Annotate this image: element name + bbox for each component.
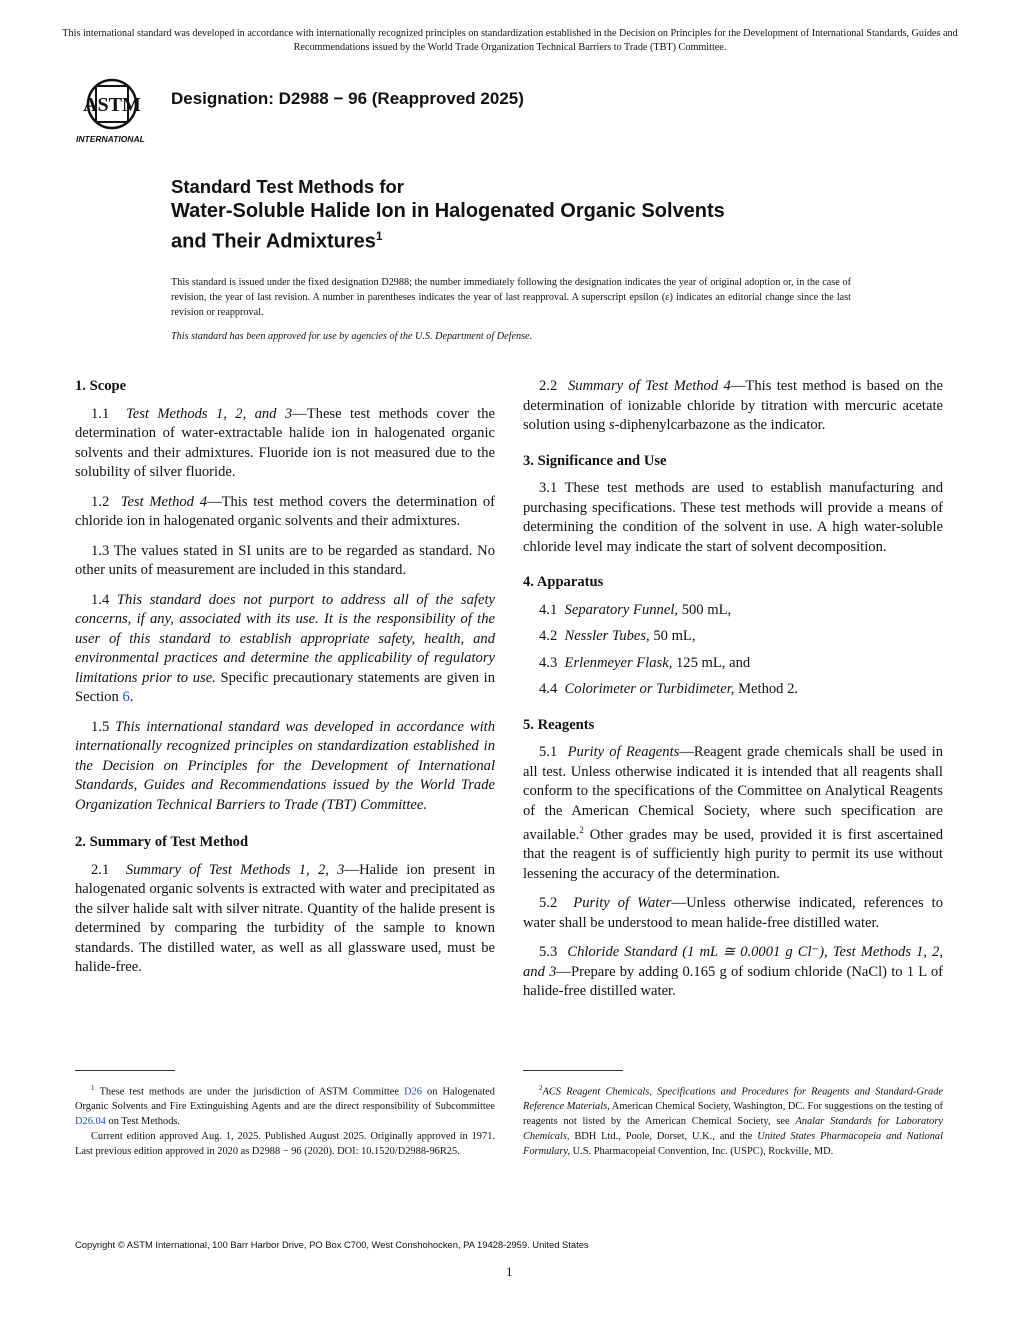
para-5-3 — [523, 943, 943, 1002]
item-name: Colorimeter or Turbidimeter, — [564, 681, 735, 697]
apparatus-item — [523, 627, 943, 647]
title-line-2: Water-Soluble Halide Ion in Halogenated Organic Solvents — [171, 200, 725, 222]
issued-statement: This standard is issued under the fixed designation D2988; the number immediately following the designation indicates the year of original adoption or, in the case of revision, the year of last revision. A number in parentheses indicates the year of last reapproval. A superscript epsilon (ε) indicates an editorial change since the last revision or reapproval. — [171, 277, 851, 319]
title-footnote-mark: 1 — [375, 229, 383, 243]
para-text: -diphenylcarbazone as the indicator. — [614, 417, 826, 433]
footnote-italic: United States Pharmacopeia and National Formulary, — [523, 1131, 943, 1158]
footnote-mark: 2 — [539, 1084, 543, 1092]
para-number: 1.5 — [91, 718, 110, 735]
footnote-text: U.S. Pharmacopeial Convention, Inc. (USPC), Rockville, MD. — [570, 1146, 834, 1158]
para-lead: Purity of Reagents — [567, 744, 680, 760]
header-notice: This international standard was developed in accordance with internationally recognized principles on standardization established in the Decision on Principles for the Development of International Standards, Guides and Recommendations issued by the World Trade Organization Technical Barriers to Trade (TBT) Committee. — [62, 28, 958, 53]
para-text: —These test methods cover the determination of water-extractable halide ion in halogenated organic solvents and their admixtures. Fluoride ion is not measured due to the solubility of silver fluoride. — [75, 405, 495, 480]
para-lead: Summary of Test Method 4 — [568, 378, 731, 394]
copyright: Copyright © ASTM International, 100 Barr Harbor Drive, PO Box C700, West Conshohocken, PA 19428-2959. United States — [75, 1239, 589, 1250]
item-name: Nessler Tubes, — [564, 628, 650, 644]
para-number: 2.1 — [91, 861, 110, 878]
page-number: 1 — [506, 1264, 513, 1279]
para-text: Other grades may be used, provided it is first ascertained that the reagent is of sufficiently high purity to permit its use without lessening the accuracy of the determination. — [523, 826, 943, 882]
para-lead: Test Methods 1, 2, and 3 — [125, 405, 293, 422]
item-number: 4.1 — [539, 601, 558, 618]
para-number: 5.3 — [539, 944, 558, 961]
footnote-2-mark: 2 — [579, 825, 584, 835]
para-number: 5.2 — [539, 895, 558, 912]
para-text: —This test method is based on the determination of ionizable chloride by titration with mercuric acetate solution using — [523, 378, 944, 433]
para-lead: Chloride Standard (1 mL ≅ 0.0001 g Cl⁻), Test Methods 1, 2, and 3 — [523, 944, 944, 980]
footnote-text: on Test Methods. — [108, 1116, 181, 1128]
para-1-4 — [75, 591, 495, 708]
footnote-2 — [523, 1081, 943, 1159]
apparatus-item — [523, 601, 943, 621]
title-line-3: and Their Admixtures — [171, 230, 376, 253]
footnote-text: American Chemical Society, Washington, DC. For suggestions on the testing of reagents not listed by the American Chemical Society, see — [523, 1101, 943, 1128]
section-4-heading: 4. Apparatus — [523, 574, 604, 590]
section-2-heading: 2. Summary of Test Method — [75, 834, 249, 850]
footnote-rule — [523, 1070, 623, 1071]
astm-logo — [74, 74, 160, 146]
right-column — [523, 377, 943, 1012]
para-lead: Test Method 4 — [120, 493, 207, 510]
designation: Designation: D2988 − 96 (Reapproved 2025) — [171, 89, 524, 108]
section-3-heading: 3. Significance and Use — [523, 452, 667, 469]
para-5-1 — [523, 743, 943, 884]
footnote-rule — [75, 1070, 175, 1071]
item-number: 4.4 — [539, 681, 558, 697]
apparatus-item — [523, 680, 943, 700]
title-line-1: Standard Test Methods for — [171, 176, 404, 197]
item-detail: Method 2. — [734, 681, 799, 697]
section-1-heading: 1. Scope — [75, 378, 127, 394]
para-number: 1.2 — [91, 493, 110, 510]
item-detail: 500 mL, — [678, 601, 732, 618]
item-name: Separatory Funnel, — [564, 601, 679, 618]
left-column — [75, 377, 495, 988]
footnote-italic: ACS Reagent Chemicals, Specifications and Procedures for Reagents and Standard-Grade Reference Materials, — [523, 1086, 943, 1113]
para-text: —This test method covers the determination of chloride ion in halogenated organic solvents and their admixtures. — [75, 493, 496, 529]
para-lead: Purity of Water — [573, 895, 672, 912]
para-italic: This standard does not purport to address all of the safety concerns, if any, associated with its use. It is the responsibility of the user of this standard to establish appropriate safety, health, and environmental practices and determine the applicability of regulatory limitations prior to use. — [75, 591, 495, 686]
item-detail: 50 mL, — [649, 628, 696, 644]
para-lead: Summary of Test Methods 1, 2, 3 — [125, 861, 345, 878]
astm-logo-icon — [74, 74, 160, 146]
para-text: —Prepare by adding 0.165 g of sodium chloride (NaCl) to 1 L of halide-free distilled water. — [523, 963, 943, 1000]
footnote-text: These test methods are under the jurisdiction of ASTM Committee — [99, 1086, 399, 1098]
para-number: 1.1 — [91, 405, 110, 422]
logo-letters: ASTM — [83, 94, 141, 116]
para-1-3: 1.3 The values stated in SI units are to be regarded as standard. No other units of measurement are included in this standard. — [75, 542, 495, 578]
para-text: —Reagent grade chemicals shall be used in all test. Unless otherwise indicated it is intended that all reagents shall conform to the specifications of the Committee on Analytical Reagents of the American Chemical Society, where such specification are available. — [523, 744, 944, 843]
footnote-1 — [75, 1081, 495, 1159]
item-number: 4.3 — [539, 654, 558, 671]
para-end: . — [129, 689, 134, 705]
apparatus-item — [523, 654, 943, 674]
para-text: —Halide ion present in halogenated organic solvents is extracted with water and precipitated as the silver halide salt with silver nitrate. Quantity of the halide present is determined by comparing the turbidity of the sample to known standards. The distilled water, as well as all glassware used, must be halide-free. — [75, 861, 495, 975]
para-text: —Unless otherwise indicated, references to water shall be understood to mean halide-free distilled water. — [523, 895, 944, 931]
para-2-1 — [75, 861, 495, 978]
para-number: 1.4 — [91, 591, 110, 608]
para-5-2 — [523, 894, 943, 933]
para-1-5 — [75, 718, 495, 816]
footnote-text: on Halogenated Organic Solvents and Fire Extinguishing Agents and are the direct responsibility of Subcommittee — [75, 1086, 495, 1113]
footnote-italic: Analar Standards for Laboratory Chemicals, — [523, 1116, 943, 1143]
para-number: 2.2 — [539, 378, 558, 394]
para-3-1: 3.1 These test methods are used to establish manufacturing and purchasing specifications. These test methods will provide a means of determining the condition of the solvent in use. A high water-soluble chloride level may indicate the start of solvent decomposition. — [523, 480, 943, 555]
item-detail: 125 mL, and — [672, 654, 751, 671]
para-1-1 — [75, 405, 495, 483]
footnote-mark: 1 — [91, 1084, 95, 1092]
para-2-2 — [523, 377, 943, 436]
para-1-2 — [75, 493, 495, 532]
section-6-link[interactable]: 6 — [122, 689, 130, 705]
footnote-text: BDH Ltd., Poole, Dorset, U.K., and the — [569, 1131, 753, 1143]
chem-prefix: s — [608, 417, 615, 433]
footnote-edition: Current edition approved Aug. 1, 2025. Published August 2025. Originally approved in 1971. Last previous edition approved in 2020 as D2988 − 96 (2020). DOI: 10.1520/D2988-96R25. — [75, 1131, 495, 1158]
item-name: Erlenmeyer Flask, — [564, 654, 673, 671]
document-title — [171, 174, 931, 255]
para-number: 5.1 — [539, 744, 558, 760]
subcommittee-link[interactable]: D26.04 — [75, 1116, 106, 1128]
dod-approval: This standard has been approved for use by agencies of the U.S. Department of Defense. — [171, 331, 533, 342]
section-5-heading: 5. Reagents — [523, 716, 595, 733]
item-number: 4.2 — [539, 628, 558, 644]
para-italic: This international standard was developed in accordance with internationally recognized principles on standardization established in the Decision on Principles for the Development of International Standards, Guides and Recommendations issued by the World Trade Organization Technical Barriers to Trade (TBT) Committee. — [75, 718, 496, 813]
logo-sub: INTERNATIONAL — [76, 134, 145, 144]
committee-d26-link[interactable]: D26 — [404, 1086, 422, 1098]
para-text: Specific precautionary statements are given in Section — [75, 669, 495, 705]
